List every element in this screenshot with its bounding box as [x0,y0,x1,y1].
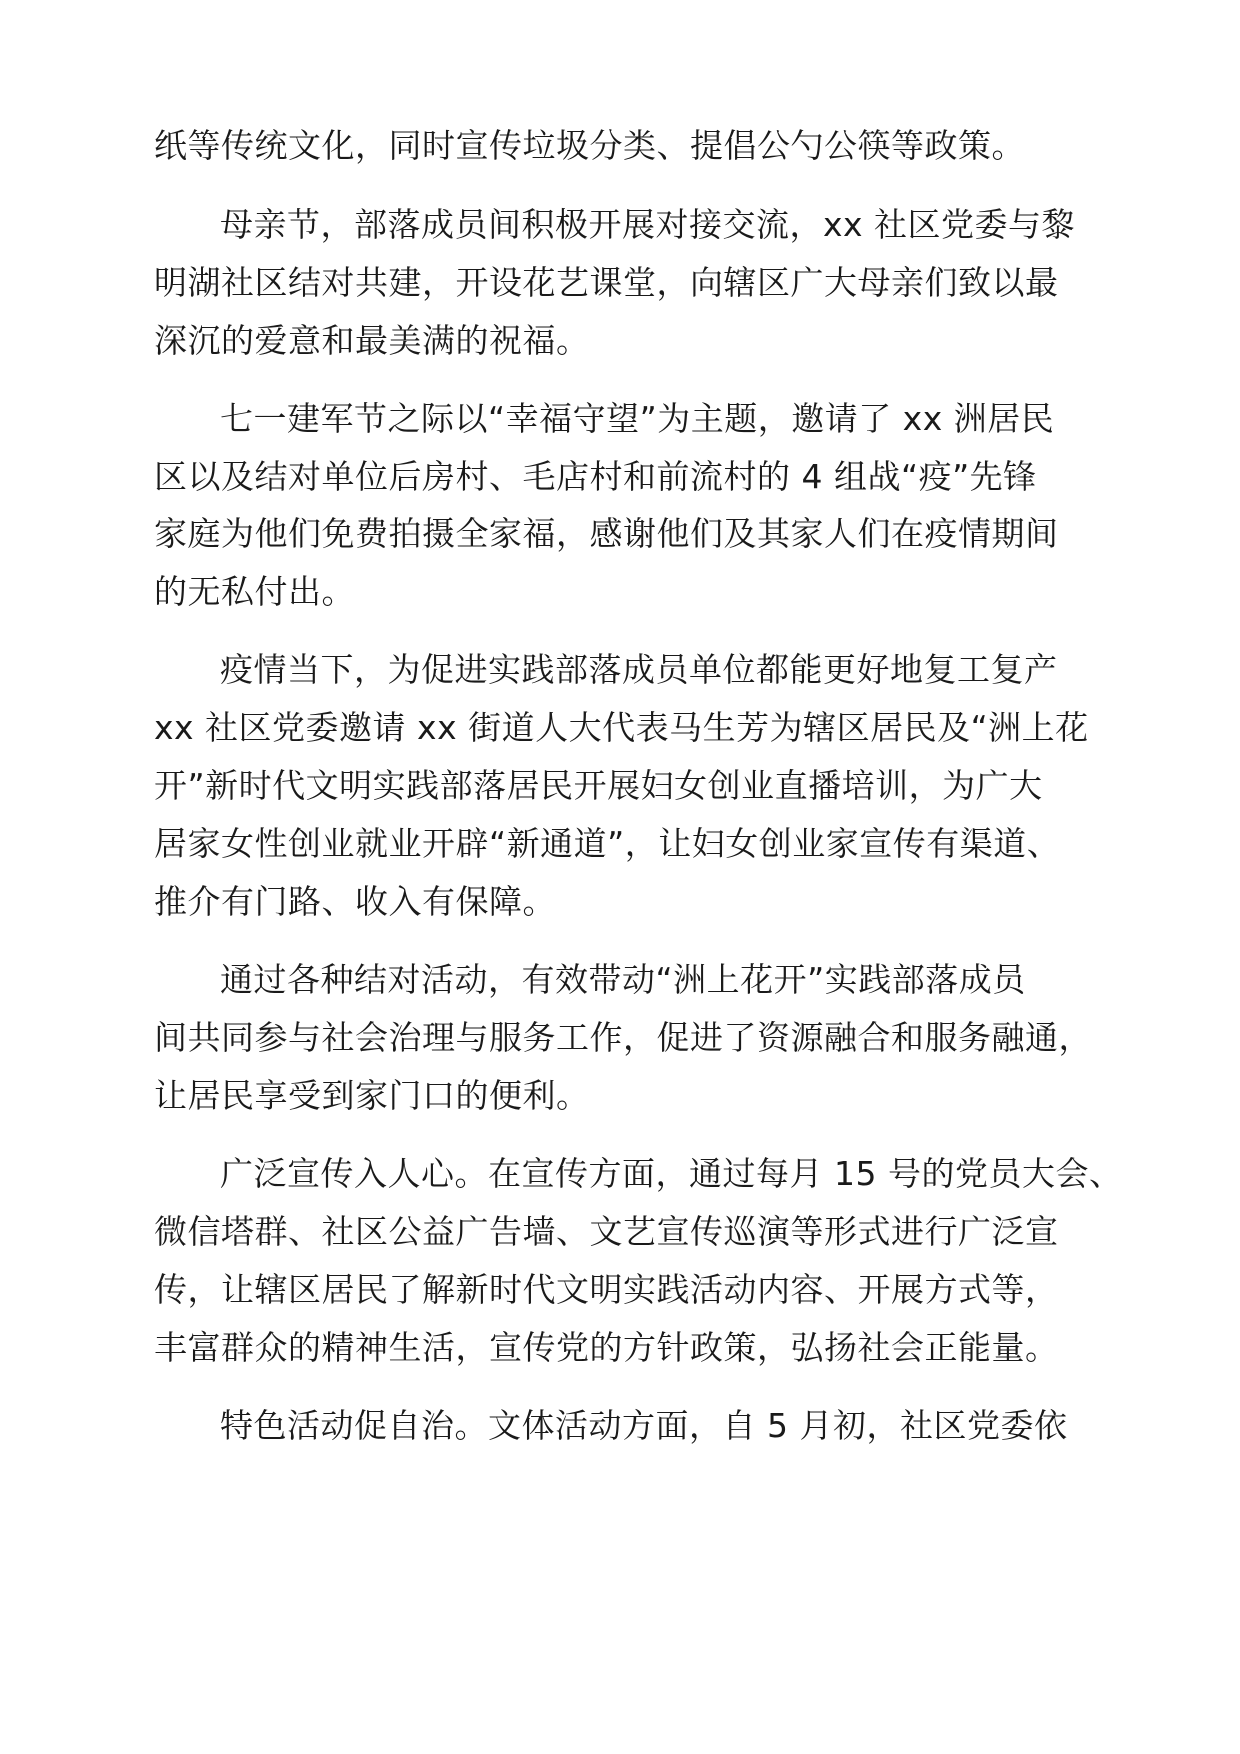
text-line: 居家女性创业就业开辟“新通道”，让妇女创业家宣传有渠道、 [154,824,1061,863]
text-line: 的无私付出。 [154,572,355,611]
text-line: xx 社区党委邀请 xx 街道人大代表马生芳为辖区居民及“洲上花 [154,708,1089,747]
text-line: 深沉的爱意和最美满的祝福。 [154,321,590,360]
text-line: 区以及结对单位后房村、毛店村和前流村的 4 组战“疫”先锋 [154,457,1037,496]
text-line: 间共同参与社会治理与服务工作，促进了资源融合和服务融通， [154,1018,1092,1057]
text-line: 疫情当下，为促进实践部落成员单位都能更好地复工复产 [220,650,1058,689]
text-line: 纸等传统文化，同时宣传垃圾分类、提倡公勺公筷等政策。 [154,126,1025,165]
text-line: 明湖社区结对共建，开设花艺课堂，向辖区广大母亲们致以最 [154,263,1059,302]
text-line: 传，让辖区居民了解新时代文明实践活动内容、开展方式等， [154,1270,1059,1309]
text-line: 广泛宣传入人心。在宣传方面，通过每月 15 号的党员大会、 [220,1154,1123,1193]
text-line: 家庭为他们免费拍摄全家福，感谢他们及其家人们在疫情期间 [154,514,1059,553]
text-line: 让居民享受到家门口的便利。 [154,1076,590,1115]
text-line: 微信塔群、社区公益广告墙、文艺宣传巡演等形式进行广泛宣 [154,1212,1059,1251]
text-line: 母亲节，部落成员间积极开展对接交流，xx 社区党委与黎 [220,205,1076,244]
text-line: 推介有门路、收入有保障。 [154,882,556,921]
text-line: 丰富群众的精神生活，宣传党的方针政策，弘扬社会正能量。 [154,1328,1059,1367]
text-line: 通过各种结对活动，有效带动“洲上花开”实践部落成员 [220,960,1026,999]
text-line: 七一建军节之际以“幸福守望”为主题，邀请了 xx 洲居民 [220,399,1055,438]
text-line: 开”新时代文明实践部落居民开展妇女创业直播培训，为广大 [154,766,1043,805]
text-line: 特色活动促自治。文体活动方面，自 5 月初，社区党委依 [220,1406,1068,1445]
